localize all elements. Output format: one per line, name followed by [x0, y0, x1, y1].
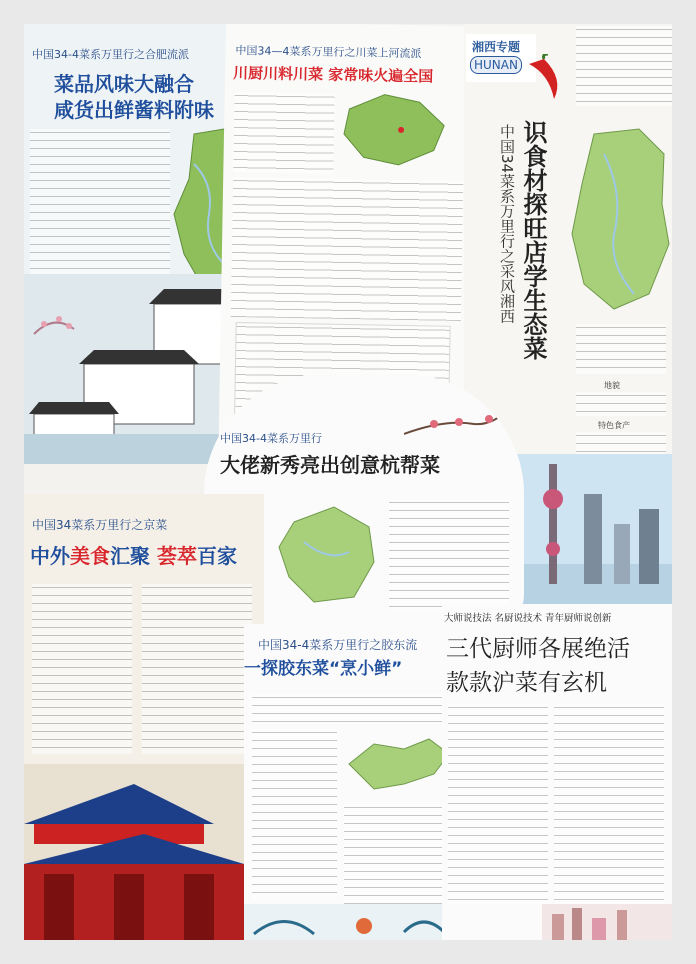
beijing-headline-highlight: 美食 [70, 544, 110, 568]
hefei-headline-1: 菜品风味大融合 [54, 72, 194, 96]
sichuan-series-title: 中国34—4菜系万里行之川菜上河流派 [235, 44, 422, 61]
shanghai-headline-2: 款款沪菜有玄机 [446, 670, 607, 696]
shanghai-bottom-skyline-image [542, 904, 672, 940]
hunan-section-specialty: 特色食产 [598, 421, 630, 430]
beijing-headline-part1: 中外 [30, 544, 70, 568]
hunan-map-image [564, 124, 672, 314]
hunan-vertical-headline: 识食材探旺店学生态菜 [519, 120, 547, 360]
beijing-headline-part2: 汇聚 [110, 544, 157, 568]
sichuan-article-text [231, 177, 463, 321]
hefei-series-title: 中国34-4菜系万里行之合肥流派 [32, 48, 189, 61]
hangzhou-series-title: 中国34-4菜系万里行 [220, 432, 322, 445]
beijing-headline [30, 540, 237, 569]
zhejiang-map-image [274, 502, 384, 612]
beijing-headline-highlight2: 荟萃 [156, 544, 197, 568]
panel-shanghai [442, 604, 672, 940]
beijing-series-title: 中国34菜系万里行之京菜 [32, 518, 168, 532]
stamp-perforation-top [0, 0, 696, 14]
jiaodong-article-text-left [252, 729, 337, 899]
hefei-headline-2: 咸货出鲜酱料附味 [54, 98, 214, 122]
jiaodong-article-text-right [344, 804, 454, 904]
hunan-badge-title: 湘西专题 [472, 40, 521, 54]
collage-frame [24, 24, 672, 940]
hangzhou-article-text [389, 499, 509, 609]
sichuan-article-text-left [233, 92, 334, 174]
beijing-article-text-right [142, 584, 252, 754]
stamp-perforation-bottom [0, 950, 696, 964]
shandong-map-image [344, 729, 454, 799]
shanghai-article-text-left [448, 704, 548, 904]
sichuan-map-image [338, 89, 449, 171]
shanghai-tagline: 大师说技法 名厨说技术 青年厨师说创新 [444, 613, 612, 624]
shanghai-headline-1: 三代厨师各展绝活 [446, 636, 630, 662]
hunan-badge-english: HUNAN [470, 56, 522, 74]
hangzhou-headline: 大佬新秀亮出创意杭帮菜 [220, 453, 440, 477]
jiaodong-article-text-top [252, 694, 452, 724]
shanghai-article-text-right [554, 704, 664, 904]
hunan-section-landform: 地貌 [604, 381, 620, 390]
panel-jiaodong [244, 624, 464, 940]
stamp-perforation-right [682, 0, 696, 964]
hunan-vertical-sub: 中国34菜系万里行之采风湘西 [498, 124, 516, 324]
hunan-landform-text [576, 392, 666, 416]
forbidden-city-image [24, 764, 264, 940]
beijing-article-text-left [32, 584, 132, 754]
beijing-headline-part3: 百家 [196, 544, 237, 568]
chili-pepper-image [524, 54, 574, 104]
hunan-article-top [576, 26, 672, 106]
stamp-perforation-left [0, 0, 14, 964]
sichuan-headline: 川厨川料川菜 家常味火遍全国 [232, 63, 434, 86]
jiaodong-series-title: 中国34-4菜系万里行之胶东流 [258, 638, 418, 652]
plum-blossom-image [404, 394, 514, 444]
hunan-article-text [576, 324, 666, 374]
panel-beijing [24, 494, 264, 940]
seafood-image [244, 904, 464, 940]
jiaodong-headline: 一探胶东菜“烹小鲜” [244, 659, 403, 679]
